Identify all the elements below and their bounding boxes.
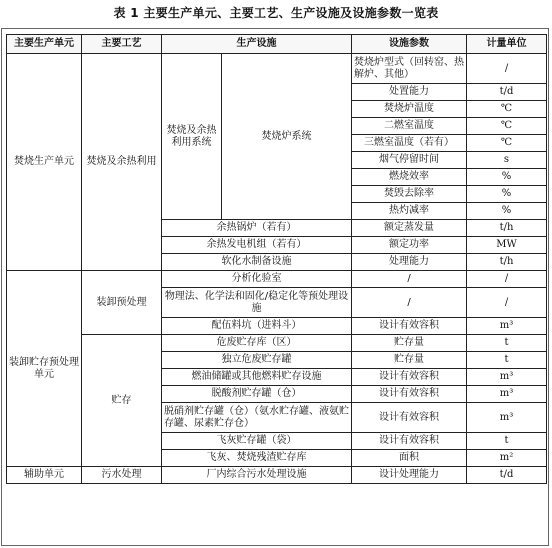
measure-cell: m² [467, 450, 547, 467]
facility-cell: 分析化验室 [162, 271, 352, 288]
measure-cell: / [467, 54, 547, 84]
measure-cell: % [467, 186, 547, 203]
param-cell: 设计有效容积 [352, 433, 467, 450]
facility-parameter-table [6, 34, 547, 484]
facility-cell: 脱硝剂贮存罐（仓）（氨水贮存罐、液氨贮存罐、尿素贮存仓） [162, 403, 352, 433]
header-facility: 生产设施 [162, 35, 352, 54]
facility-cell: 飞灰、焚烧残渣贮存库 [162, 450, 352, 467]
table-row [7, 467, 547, 484]
param-cell: 焚毁去除率 [352, 186, 467, 203]
measure-cell: t/h [467, 220, 547, 237]
measure-cell: % [467, 169, 547, 186]
measure-cell: / [467, 271, 547, 288]
furnace-system-cell: 焚烧炉系统 [222, 54, 352, 220]
param-cell: / [352, 271, 467, 288]
storage-unit-cell: 装卸贮存预处理单元 [7, 271, 82, 467]
aux-unit-cell: 辅助单元 [7, 467, 82, 484]
measure-cell: t/d [467, 84, 547, 101]
param-cell: 设计有效容积 [352, 369, 467, 386]
measure-cell: % [467, 203, 547, 220]
param-cell: 三燃室温度（若有） [352, 135, 467, 152]
measure-cell: ℃ [467, 118, 547, 135]
measure-cell: s [467, 152, 547, 169]
pre-process-cell: 装卸预处理 [82, 271, 162, 335]
measure-cell: t/d [467, 467, 547, 484]
generator-cell: 余热发电机组（若有） [162, 237, 352, 254]
param-cell: 设计处理能力 [352, 467, 467, 484]
measure-cell: t [467, 352, 547, 369]
incin-unit-cell: 焚烧生产单元 [7, 54, 82, 271]
measure-cell: t [467, 335, 547, 352]
measure-cell: m³ [467, 369, 547, 386]
header-param: 设施参数 [352, 35, 467, 54]
table-row [7, 54, 547, 84]
facility-cell: 物理法、化学法和固化/稳定化等预处理设施 [162, 288, 352, 318]
param-cell: 贮存量 [352, 335, 467, 352]
param-cell: 设计有效容积 [352, 403, 467, 433]
facility-cell: 飞灰贮存罐（袋） [162, 433, 352, 450]
header-process: 主要工艺 [82, 35, 162, 54]
measure-cell: t/h [467, 254, 547, 271]
param-cell: 额定蒸发量 [352, 220, 467, 237]
param-cell: 烟气停留时间 [352, 152, 467, 169]
param-cell: 焚烧炉型式（回转窑、热解炉、其他） [352, 54, 467, 84]
facility-cell: 危废贮存库（区） [162, 335, 352, 352]
measure-cell: m³ [467, 403, 547, 433]
param-cell: 面积 [352, 450, 467, 467]
param-cell: 设计有效容积 [352, 318, 467, 335]
boiler-cell: 余热锅炉（若有） [162, 220, 352, 237]
measure-cell: ℃ [467, 101, 547, 118]
param-cell: 处置能力 [352, 84, 467, 101]
measure-cell: m³ [467, 318, 547, 335]
table-row [7, 271, 547, 288]
incin-system-cell: 焚烧及余热利用系统 [162, 54, 222, 220]
param-cell: 热灼减率 [352, 203, 467, 220]
facility-cell: 配伍料坑（进料斗） [162, 318, 352, 335]
aux-process-cell: 污水处理 [82, 467, 162, 484]
softwater-cell: 软化水制备设施 [162, 254, 352, 271]
measure-cell: MW [467, 237, 547, 254]
facility-cell: 独立危废贮存罐 [162, 352, 352, 369]
facility-cell: 脱酸剂贮存罐（仓） [162, 386, 352, 403]
table-caption: 表 1 主要生产单元、主要工艺、生产设施及设施参数一览表 [113, 6, 439, 20]
header-measure: 计量单位 [467, 35, 547, 54]
param-cell: 燃烧效率 [352, 169, 467, 186]
table-row [7, 335, 547, 352]
facility-cell: 厂内综合污水处理设施 [162, 467, 352, 484]
param-cell: / [352, 288, 467, 318]
measure-cell: ℃ [467, 135, 547, 152]
param-cell: 设计有效容积 [352, 386, 467, 403]
param-cell: 二燃室温度 [352, 118, 467, 135]
store-process-cell: 贮存 [82, 335, 162, 467]
header-unit: 主要生产单元 [7, 35, 82, 54]
measure-cell: / [467, 288, 547, 318]
measure-cell: t [467, 433, 547, 450]
param-cell: 焚烧炉温度 [352, 101, 467, 118]
facility-cell: 燃油储罐或其他燃料贮存设施 [162, 369, 352, 386]
param-cell: 处理能力 [352, 254, 467, 271]
incin-process-cell: 焚烧及余热利用 [82, 54, 162, 271]
param-cell: 额定功率 [352, 237, 467, 254]
header-row [7, 35, 547, 54]
param-cell: 贮存量 [352, 352, 467, 369]
measure-cell: m³ [467, 386, 547, 403]
